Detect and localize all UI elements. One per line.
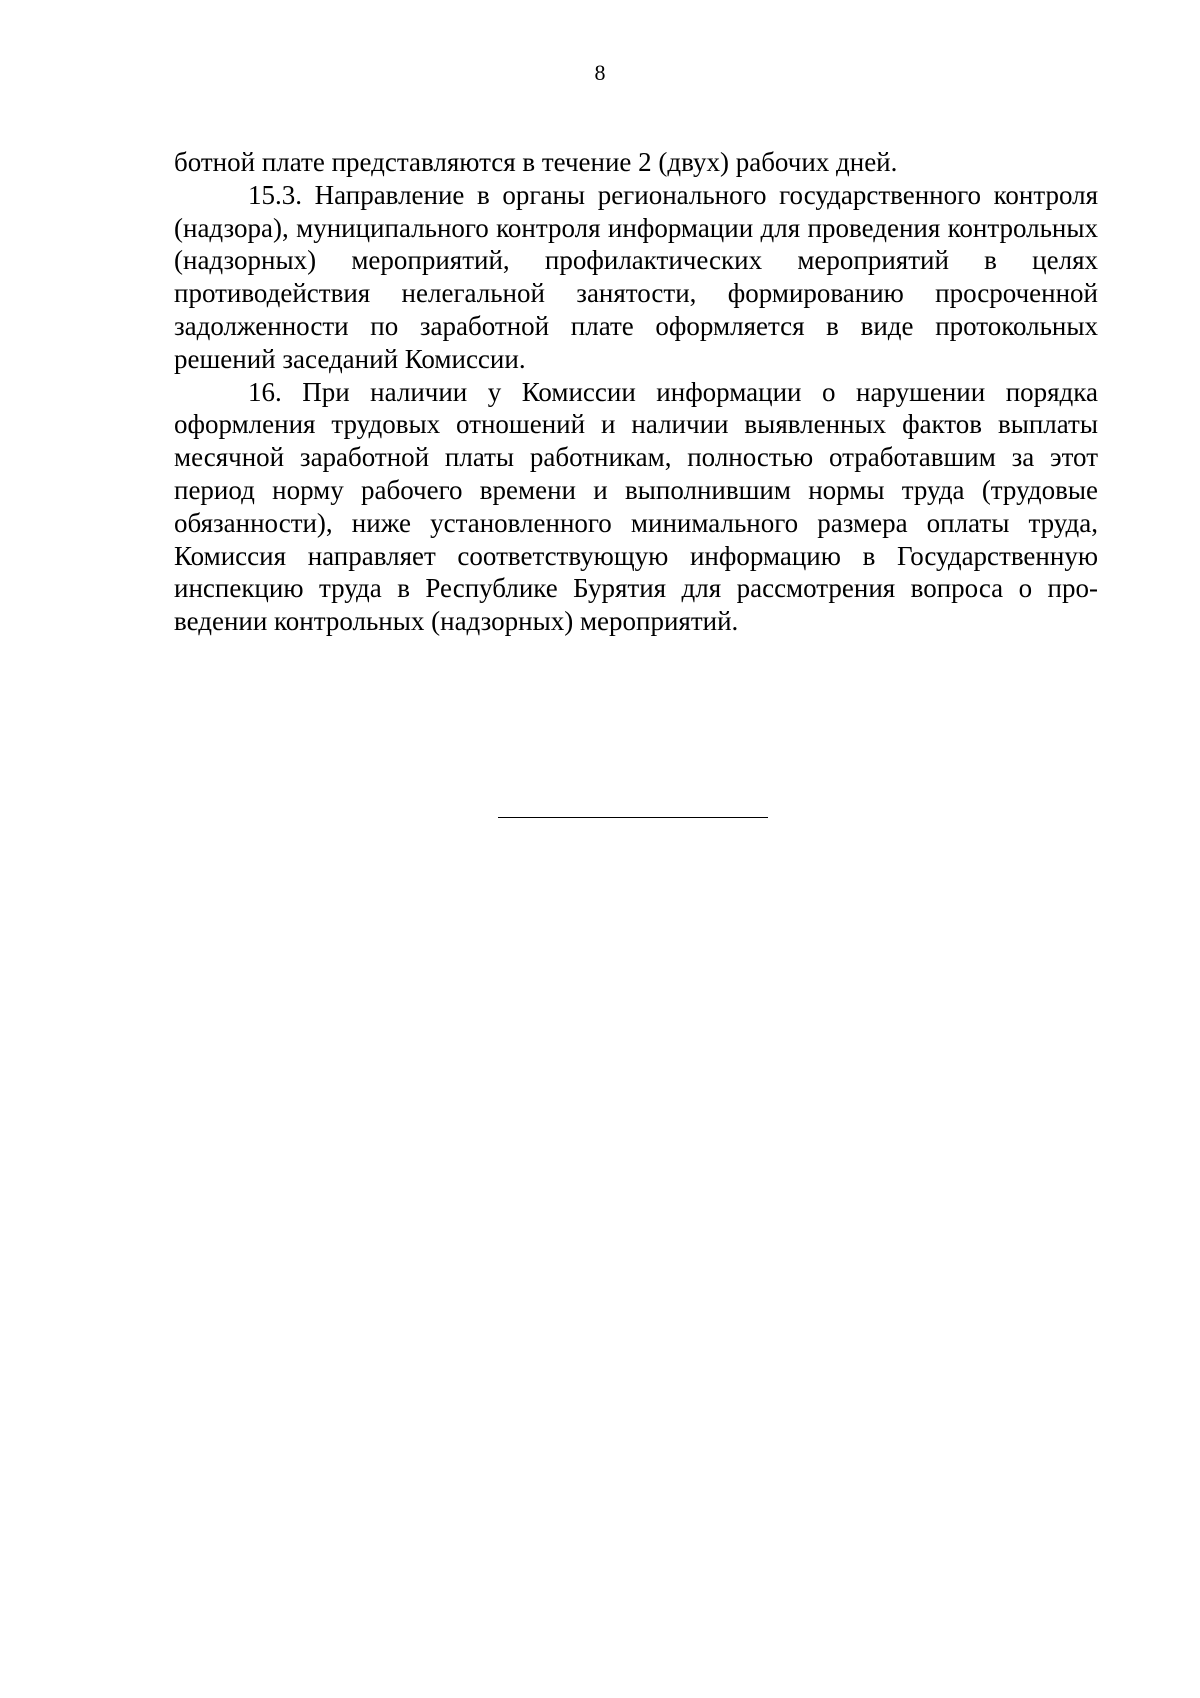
page-number: 8 bbox=[594, 60, 606, 85]
end-divider-line bbox=[498, 817, 768, 818]
paragraph-15-3: 15.3. Направление в органы регионального государственного контроля (надзора), муниципального контроля информации для проведения контрольных (надзорных) мероприятий, профилактических мероприятий в целях противодействия нелегальной занятости, формированию просроченной задолженности по заработной плате оформляется в виде протокольных решений заседаний Комиссии. bbox=[174, 179, 1098, 374]
paragraph-16: 16. При наличии у Комиссии информации о нарушении порядка оформления трудовых отношений и наличии выявленных фактов выплаты месячной заработной платы работникам, полностью отработавшим за этот период норму рабочего времени и выполнившим нормы труда (трудовые обязанности), ниже установленного минимального размера оплаты труда, Комиссия направляет соответствующую информацию в Государственную инспекцию труда в Республике Бурятия для рассмотрения вопроса о проведении контрольных (надзорных) мероприятий. bbox=[174, 376, 1098, 637]
paragraph-continuation: ботной плате представляются в течение 2 (двух) рабочих дней. bbox=[174, 147, 898, 177]
document-body bbox=[174, 146, 1098, 638]
